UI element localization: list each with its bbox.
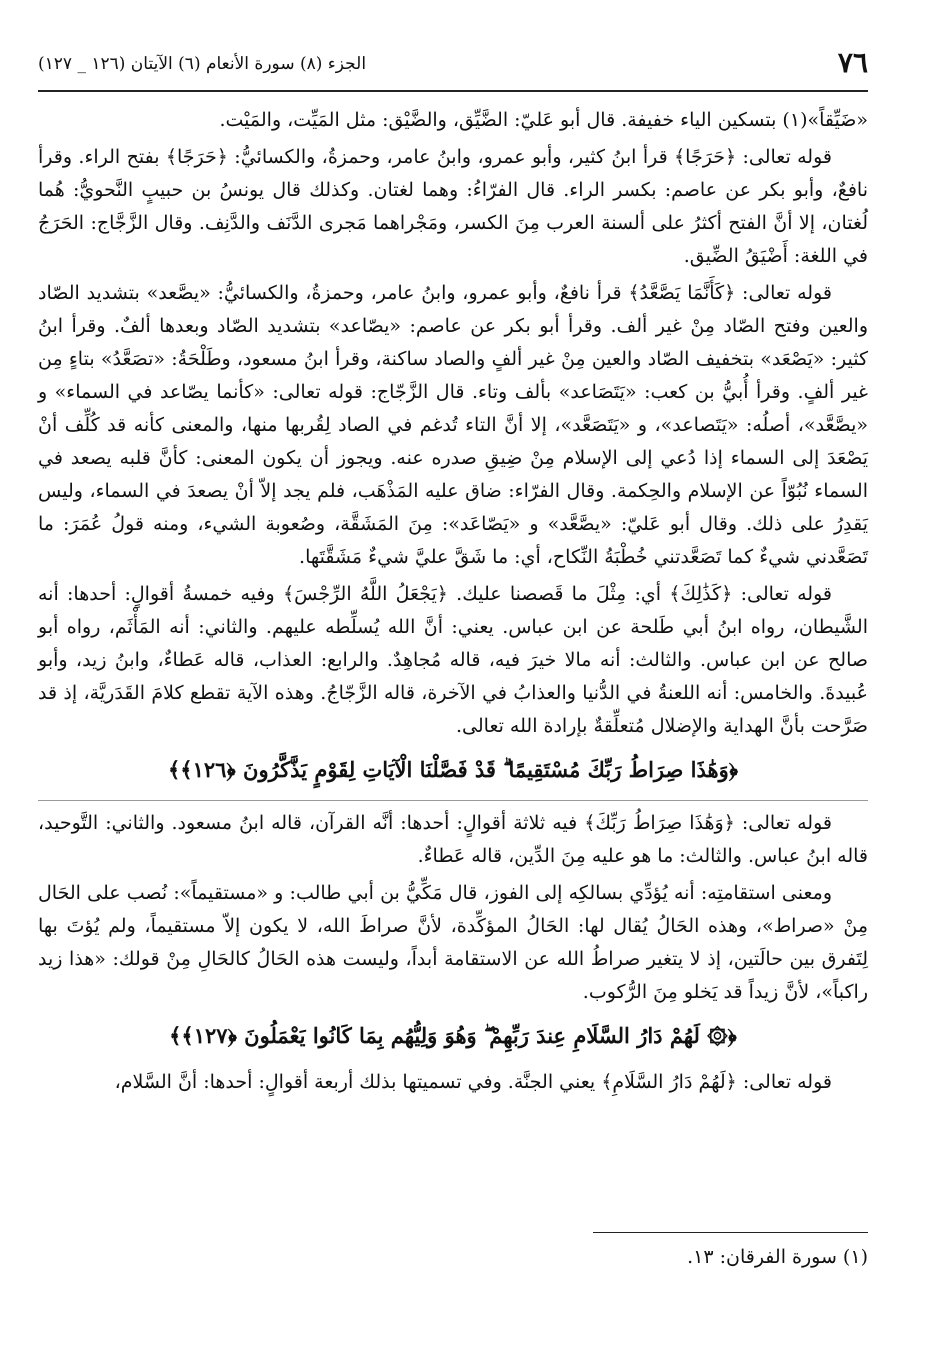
paragraph: قوله تعالى: ﴿كَذَٰلِكَ﴾ أي: مِثْلَ ما قَصصنا عليك. ﴿يَجْعَلُ اللَّهُ الرِّجْسَ﴾ وفيه خمسةُ أقوالٍ: أحدها: أنه الشَّيطان، رواه ابنُ أبي طَلحة عن ابن عباس. يعني: أنَّ الله يُسلِّطه عليهم. والثاني: أنه المَأْثَم، رواه أبو صالح عن ابن عباس. والثالث: أنه مالا خيرَ فيه، قاله مُجاهِدٌ. والرابع: العذاب، قاله عَطاءٌ، وابنُ زيد، وأبو عُبيدةَ. والخامس: أنه اللعنةُ في الدُّنيا والعذابُ في الآخرة، قاله الزَّجّاجُ. وهذه الآية تقطع كلامَ القَدَريَّة، إذ قد صَرَّحت بأنَّ الهداية والإضلال مُتعلِّقةٌ بإرادة الله تعالى. [38,583,868,737]
page-body [38,104,868,1103]
paragraph: قوله تعالى: ﴿لَهُمْ دَارُ السَّلَامِ﴾ يعني الجنَّة. وفي تسميتها بذلك أربعة أقوالٍ: أحدها: أنَّ السَّلام، [114,1071,832,1093]
paragraph: ومعنى استقامتِه: أنه يُؤدِّي بسالكِه إلى الفوز، قال مَكِّيُّ بن أبي طالب: و «مستقيماً»: نُصب على الحَال مِنْ «صراط»، وهذه الحَالُ يُقال لها: الحَالُ المؤكِّدة، لأنَّ صراطَ الله، لا يكون إلاّ مستقيماً، ولم يُؤتَ بها لِتَفرق بين حالَتين، إذ لا يتغير صراطُ الله عن الاستقامة أبداً، وليست هذه الحَالُ كالحَالِ مِنْ قولك: «هذا زيد راكباً»، لأنَّ زيداً قد يَخلو مِنَ الرُّكوب. [38,882,868,1003]
quran-verse: ﴿وَهَٰذَا صِرَاطُ رَبِّكَ مُسْتَقِيمًا ۗ قَدْ فَصَّلْنَا الْآيَاتِ لِقَوْمٍ يَذَّكَّرُونَ ﴿١٢٦﴾﴾ [167,757,739,782]
footnote-rule [593,1232,868,1233]
divider [38,800,868,801]
running-header [38,42,868,92]
page-number: ٧٦ [837,46,868,79]
paragraph: قوله تعالى: ﴿وَهَٰذَا صِرَاطُ رَبِّكَ﴾ فيه ثلاثة أقوالٍ: أحدها: أنَّه القرآن، قاله ابنُ مسعود. والثاني: التَّوحيد، قاله ابنُ عباس. والثالث: ما هو عليه مِنَ الدِّين، قاله عَطاءٌ. [38,812,868,867]
footnote: (١) سورة الفرقان: ١٣. [687,1246,868,1268]
header-title: الجزء (٨) سورة الأنعام (٦) الآيتان (١٢٦ _ ١٢٧) [38,54,367,74]
paragraph: قوله تعالى: ﴿حَرَجًا﴾ قرأ ابنُ كثير، وأبو عمرو، وابنُ عامر، وحمزةُ، والكسائيُّ: ﴿حَرَجًا﴾ بفتح الراء. وقرأ نافعٌ، وأبو بكر عن عاصم: بكسر الراء. قال الفرّاءُ: وهما لغتان. وكذلك قال يونسُ بن حبيبٍ النَّحويُّ: هُما لُغتان، إلا أنَّ الفتح أكثرُ على ألسنة العرب مِنَ الكسر، ومَجْراهما مَجرى الدَّنَف والدَّنِف. وقال الزَّجَّاج: الحَرَجُ في اللغة: أَضْيَقُ الضِّيق. [38,146,868,267]
paragraph: «ضَيِّقاً»(١) بتسكين الياء خفيفة. قال أبو عَليّ: الضَّيِّق، والضَّيْق: مثل المَيِّت، والمَيْت. [219,109,868,131]
quran-verse: ﴿۞ لَهُمْ دَارُ السَّلَامِ عِندَ رَبِّهِمْ ۖ وَهُوَ وَلِيُّهُم بِمَا كَانُوا يَعْمَلُونَ ﴿١٢٧﴾﴾ [169,1023,737,1048]
paragraph: قوله تعالى: ﴿كَأَنَّمَا يَصَّعَّدُ﴾ قرأ نافعٌ، وأبو عمرو، وابنُ عامر، وحمزةُ، والكسائيُّ: «يصَّعد» بتشديد الصّاد والعين وفتح الصّاد مِنْ غير ألف. وقرأ أبو بكر عن عاصم: «يصّاعد» بتشديد الصّاد وبعدها ألفٌ. وقرأ ابنُ كثير: «يَصْعَد» بتخفيف الصّاد والعين مِنْ غير ألفٍ والصاد ساكنة، وقرأ ابنُ مسعود، وطَلْحَةُ: «تصَعَّدُ» بتاءٍ مِن غير ألفٍ. وقرأ أُبيُّ بن كعب: «يَتَصَاعد» بألف وتاء. قال الزَّجّاج: قوله تعالى: «كأنما يصّاعد في السماء» و «يصَّعَّد»، أصلُه: «يَتَصاعد»، و «يَتَصَعَّد»، إلا أنَّ التاء تُدغم في الصاد لِقُربها منها، والمعنى كأنه قد كُلِّف أنْ يَصْعَدَ إلى السماء إذا دُعي إلى الإسلام مِنْ ضِيقِ صدره عنه. ويجوز أن يكون المعنى: كأنَّ قلبه يصعد في السماء نُبُوّاً عن الإسلام والحِكمة. وقال الفرّاء: ضاق عليه المَذْهَب، فلم يجد إلاّ أنْ يصعدَ في السماء، وليس يَقدِرُ على ذلك. وقال أبو عَليّ: «يصَّعَّد» و «يَصّاعَد»: مِنَ المَشَقَّة، وصُعوبة الشيء، ومنه قولُ عُمَرَ: ما تَصَعَّدني شيءٌ كما تَصَعَّدتني خُطْبَةُ النِّكاح، أي: ما شَقَّ عليَّ شيءٌ مَشَقَّتَها. [38,282,868,568]
